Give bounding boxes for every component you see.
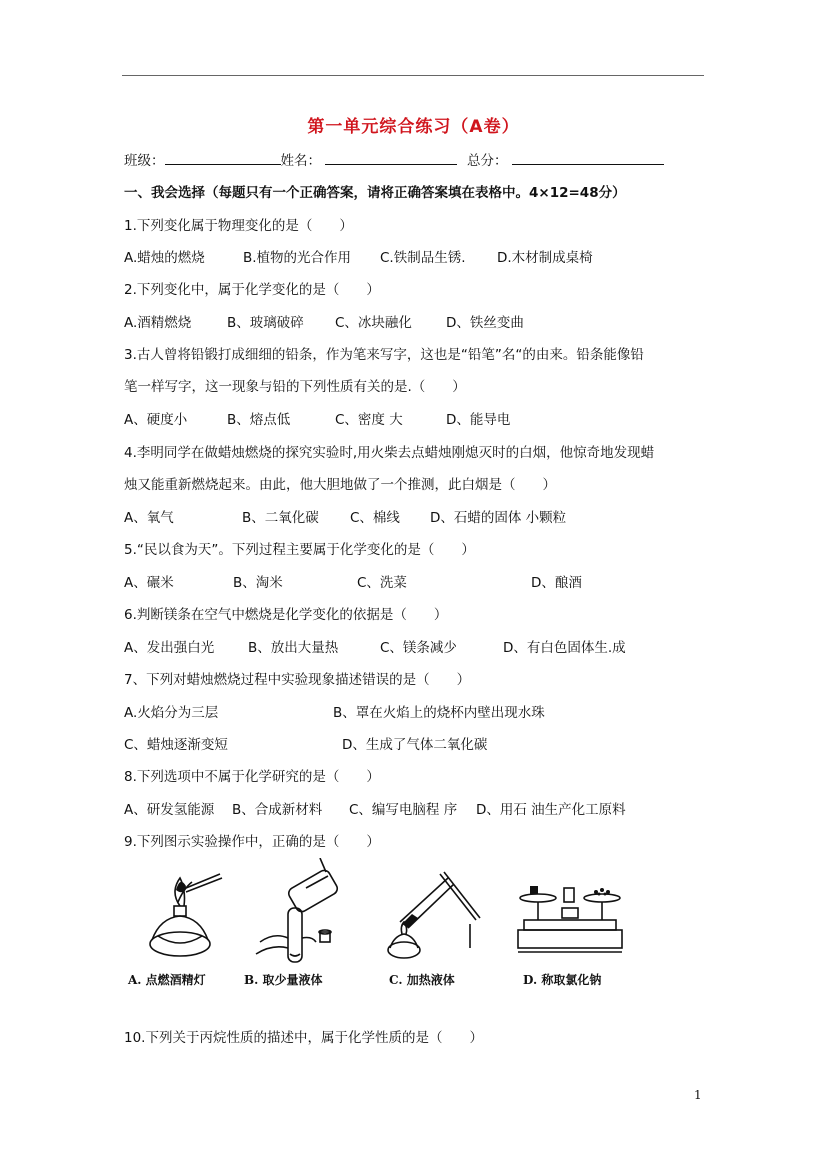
page-title: 第一单元综合练习（A卷） [307, 117, 520, 137]
question-9-stem: 9.下列图示实验操作中，正确的是（ ） [124, 834, 380, 850]
q7-option-b: B、罩在火焰上的烧杯内壁出现水珠 [333, 705, 545, 721]
q2-option-c: C、冰块融化 [335, 315, 412, 331]
q8-option-d: D、用石 油生产化工原料 [476, 802, 626, 818]
q2-option-a: A.酒精燃烧 [124, 315, 192, 331]
figure-b-caption: B. 取少量液体 [244, 973, 323, 987]
q6-option-c: C、镁条减少 [380, 640, 457, 656]
figure-c-caption: C. 加热液体 [389, 973, 455, 987]
figure-a-light-alcohol-lamp [140, 866, 230, 966]
q3-option-d: D、能导电 [446, 412, 511, 428]
figure-d-caption: D. 称取氯化钠 [523, 973, 602, 987]
figure-c-heat-liquid [378, 868, 490, 964]
figure-d-weigh-sodium-chloride [514, 880, 626, 960]
student-info-line [124, 151, 664, 170]
name-blank[interactable] [325, 151, 457, 165]
q7-option-a: A.火焰分为三层 [124, 705, 219, 721]
question-10-stem: 10.下列关于丙烷性质的描述中，属于化学性质的是（ ） [124, 1030, 483, 1046]
name-label: 姓名： [280, 153, 321, 169]
q4-option-b: B、二氧化碳 [242, 510, 319, 526]
q6-option-a: A、发出强白光 [124, 640, 215, 656]
question-3-stem-line1: 3.古人曾将铅锻打成细细的铅条，作为笔来写字，这也是“铅笔”名“的由来。铅条能像铅 [124, 347, 644, 363]
q4-option-c: C、棉线 [350, 510, 400, 526]
q7-option-d: D、生成了气体二氧化碳 [342, 737, 488, 753]
q5-option-c: C、洗菜 [357, 575, 407, 591]
q7-option-c: C、蜡烛逐渐变短 [124, 737, 228, 753]
class-label: 班级： [124, 153, 165, 169]
question-1-stem: 1.下列变化属于物理变化的是（ ） [124, 218, 353, 234]
question-5-stem: 5.“民以食为天”。下列过程主要属于化学变化的是（ ） [124, 542, 475, 558]
q4-option-a: A、氧气 [124, 510, 174, 526]
header-rule [122, 75, 704, 76]
q3-option-b: B、熔点低 [227, 412, 291, 428]
q3-option-a: A、硬度小 [124, 412, 188, 428]
q6-option-d: D、有白色固体生.成 [503, 640, 626, 656]
section-heading: 一、我会选择（每题只有一个正确答案，请将正确答案填在表格中。4×12=48分） [124, 185, 626, 201]
page-number: 1 [694, 1088, 702, 1102]
q8-option-a: A、研发氢能源 [124, 802, 215, 818]
question-3-stem-line2: 笔一样写字，这一现象与铅的下列性质有关的是.（ ） [124, 379, 466, 395]
figure-b-take-liquid [250, 858, 360, 966]
q1-option-c: C.铁制品生锈. [380, 250, 466, 266]
q5-option-b: B、淘米 [233, 575, 283, 591]
question-2-stem: 2.下列变化中，属于化学变化的是（ ） [124, 282, 380, 298]
score-label: 总分： [467, 153, 508, 169]
q1-option-a: A.蜡烛的燃烧 [124, 250, 205, 266]
q5-option-a: A、碾米 [124, 575, 174, 591]
q4-option-d: D、石蜡的固体 小颗粒 [430, 510, 567, 526]
q6-option-b: B、放出大量热 [248, 640, 339, 656]
q3-option-c: C、密度 大 [335, 412, 403, 428]
figure-a-caption: A. 点燃酒精灯 [128, 973, 206, 987]
question-4-stem-line2: 烛又能重新燃烧起来。由此，他大胆地做了一个推测，此白烟是（ ） [124, 477, 556, 493]
q1-option-b: B.植物的光合作用 [243, 250, 352, 266]
question-4-stem-line1: 4.李明同学在做蜡烛燃烧的探究实验时,用火柴去点蜡烛刚熄灭时的白烟，他惊奇地发现蜡 [124, 445, 655, 461]
q2-option-b: B、玻璃破碎 [227, 315, 304, 331]
q5-option-d: D、酿酒 [531, 575, 582, 591]
score-blank[interactable] [512, 151, 664, 165]
question-7-stem: 7、下列对蜡烛燃烧过程中实验现象描述错误的是（ ） [124, 672, 471, 688]
q8-option-b: B、合成新材料 [232, 802, 323, 818]
class-blank[interactable] [165, 151, 281, 165]
q2-option-d: D、铁丝变曲 [446, 315, 524, 331]
q1-option-d: D.木材制成桌椅 [497, 250, 593, 266]
q8-option-c: C、编写电脑程 序 [349, 802, 458, 818]
question-6-stem: 6.判断镁条在空气中燃烧是化学变化的依据是（ ） [124, 607, 448, 623]
question-8-stem: 8.下列选项中不属于化学研究的是（ ） [124, 769, 380, 785]
